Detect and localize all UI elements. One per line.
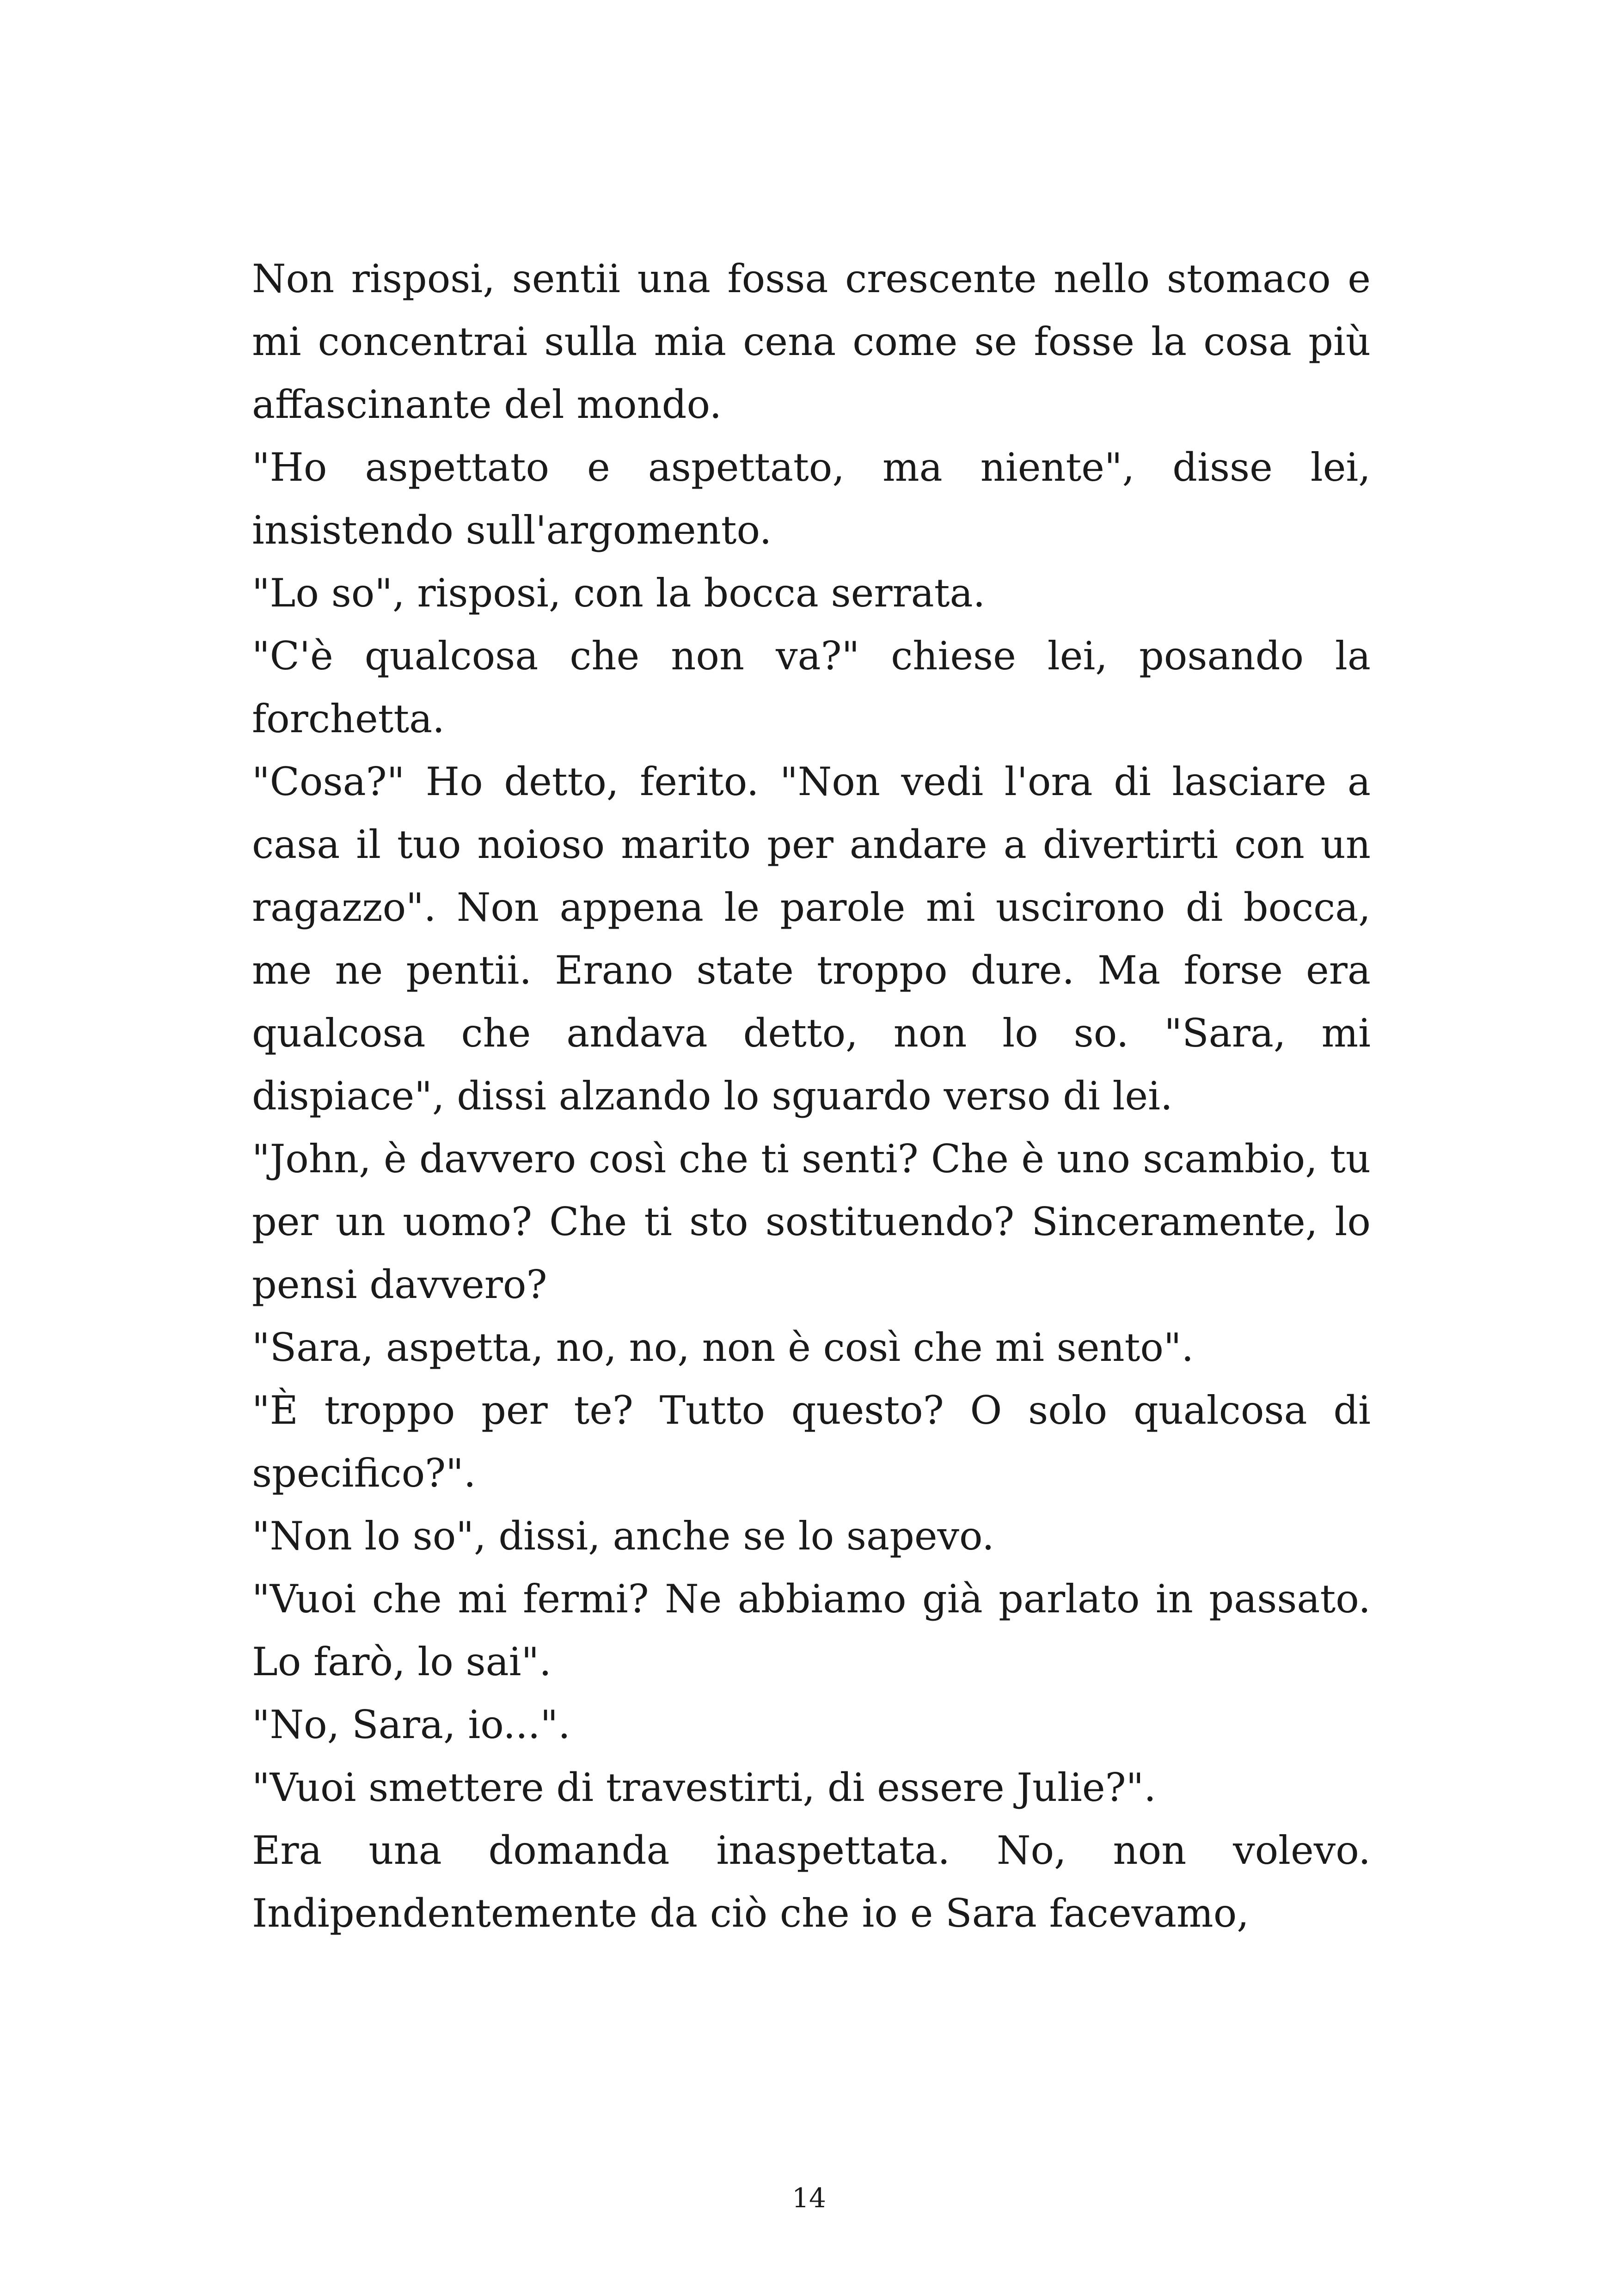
paragraph: "C'è qualcosa che non va?" chiese lei, posando la forchetta. xyxy=(252,633,1371,741)
paragraph: "Lo so", risposi, con la bocca serrata. xyxy=(252,570,986,616)
paragraph: "Cosa?" Ho detto, ferito. "Non vedi l'ora di lasciare a casa il tuo noioso marito per andare a divertirti con un ragazzo". Non appena le parole mi uscirono di bocca, me ne pentii. Erano state troppo dure. Ma forse era qualcosa che andava detto, non lo so. "Sara, mi dispiace", dissi alzando lo sguardo verso di lei. xyxy=(252,759,1371,1119)
paragraph: "Ho aspettato e aspettato, ma niente", disse lei, insistendo sull'argomento. xyxy=(252,445,1371,553)
paragraph: "Sara, aspetta, no, no, non è così che mi sento". xyxy=(252,1325,1194,1370)
paragraph: "Non lo so", dissi, anche se lo sapevo. xyxy=(252,1513,994,1559)
paragraph: "È troppo per te? Tutto questo? O solo qualcosa di specifico?". xyxy=(252,1388,1371,1496)
paragraph: "Vuoi che mi fermi? Ne abbiamo già parlato in passato. Lo farò, lo sai". xyxy=(252,1576,1371,1684)
paragraph: "Vuoi smettere di travestirti, di essere Julie?". xyxy=(252,1765,1156,1810)
paragraph: Non risposi, sentii una fossa crescente nello stomaco e mi concentrai sulla mia cena come se fosse la cosa più affascinante del mondo. xyxy=(252,256,1371,427)
page-number: 14 xyxy=(792,2182,826,2214)
body-text xyxy=(252,247,1371,1945)
paragraph: "John, è davvero così che ti senti? Che è uno scambio, tu per un uomo? Che ti sto sostituendo? Sinceramente, lo pensi davvero? xyxy=(252,1136,1371,1307)
paragraph: Era una domanda inaspettata. No, non volevo. Indipendentemente da ciò che io e Sara facevamo, xyxy=(252,1828,1371,1936)
paragraph: "No, Sara, io...". xyxy=(252,1702,570,1747)
